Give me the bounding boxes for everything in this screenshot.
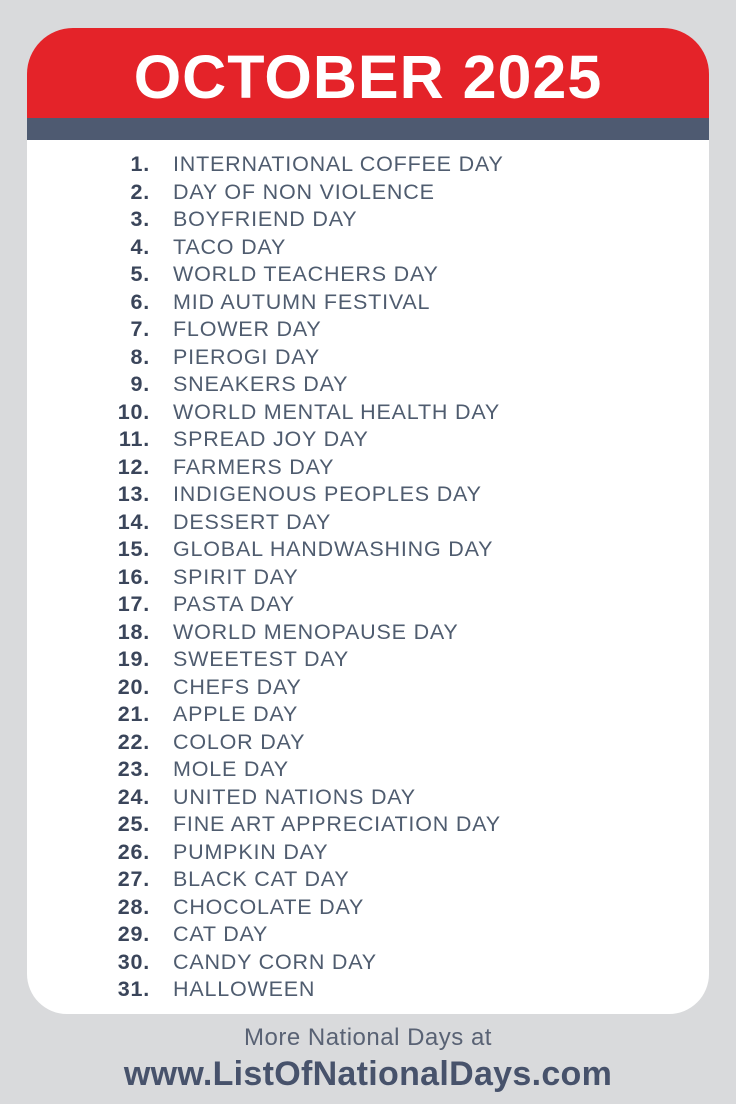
day-number: 19. (117, 647, 150, 671)
day-row (27, 179, 709, 207)
day-row (27, 234, 709, 262)
day-label: FINE ART APPRECIATION DAY (173, 812, 501, 836)
day-label: FARMERS DAY (173, 454, 335, 479)
day-row (27, 564, 709, 592)
calendar-card (27, 28, 709, 1014)
day-label: WORLD MENOPAUSE DAY (173, 619, 459, 644)
day-number: 31. (117, 977, 150, 1001)
day-row (27, 701, 709, 729)
day-label: WORLD TEACHERS DAY (173, 262, 439, 286)
day-row (27, 756, 709, 784)
divider-bar (27, 118, 709, 140)
day-number: 15. (117, 537, 150, 561)
day-number: 28. (117, 894, 150, 919)
day-row (27, 784, 709, 812)
day-number: 11. (118, 427, 150, 451)
day-number: 16. (117, 564, 150, 589)
day-number: 1. (130, 152, 150, 176)
day-row (27, 509, 709, 537)
day-row (27, 481, 709, 509)
day-number: 4. (130, 234, 150, 259)
footer-url: www.ListOfNationalDays.com (123, 1055, 613, 1093)
day-number: 24. (117, 784, 150, 809)
day-label: MOLE DAY (173, 757, 289, 781)
day-number: 26. (117, 839, 150, 864)
day-label: INDIGENOUS PEOPLES DAY (173, 482, 482, 506)
day-row (27, 344, 709, 372)
day-label: MID AUTUMN FESTIVAL (173, 289, 431, 314)
day-label: WORLD MENTAL HEALTH DAY (173, 399, 501, 424)
day-label: SPIRIT DAY (173, 564, 299, 589)
day-label: PASTA DAY (173, 592, 295, 616)
day-number: 23. (117, 757, 150, 781)
day-row (27, 151, 709, 179)
day-number: 2. (130, 179, 150, 204)
day-number: 9. (130, 372, 150, 396)
day-label: TACO DAY (173, 234, 287, 259)
day-row (27, 454, 709, 482)
day-row (27, 371, 709, 399)
month-title: OCTOBER 2025 (133, 42, 603, 111)
day-number: 12. (117, 454, 150, 479)
day-label: GLOBAL HANDWASHING DAY (173, 537, 494, 561)
day-row (27, 811, 709, 839)
day-label: CAT DAY (173, 922, 269, 946)
day-label: BOYFRIEND DAY (173, 207, 358, 231)
day-number: 20. (117, 674, 150, 699)
day-label: DAY OF NON VIOLENCE (173, 179, 435, 204)
day-row (27, 536, 709, 564)
day-label: PUMPKIN DAY (173, 839, 329, 864)
day-row (27, 426, 709, 454)
day-row (27, 976, 709, 1004)
day-row (27, 839, 709, 867)
footer (0, 1024, 736, 1094)
day-label: SWEETEST DAY (173, 647, 350, 671)
day-row (27, 921, 709, 949)
day-row (27, 949, 709, 977)
day-label: PIEROGI DAY (173, 344, 320, 369)
day-number: 5. (130, 262, 150, 286)
day-row (27, 206, 709, 234)
day-row (27, 261, 709, 289)
day-number: 29. (117, 922, 150, 946)
day-row (27, 289, 709, 317)
day-label: APPLE DAY (173, 702, 299, 726)
days-list (27, 140, 709, 1014)
day-row (27, 591, 709, 619)
day-row (27, 674, 709, 702)
day-number: 6. (130, 289, 150, 314)
day-row (27, 729, 709, 757)
day-number: 7. (130, 317, 150, 341)
day-number: 3. (130, 207, 150, 231)
day-number: 25. (117, 812, 150, 836)
day-row (27, 619, 709, 647)
day-label: DESSERT DAY (173, 509, 332, 534)
day-row (27, 866, 709, 894)
day-label: FLOWER DAY (173, 317, 322, 341)
day-row (27, 894, 709, 922)
day-number: 10. (117, 399, 150, 424)
day-number: 17. (117, 592, 150, 616)
day-number: 13. (117, 482, 150, 506)
day-label: COLOR DAY (173, 729, 306, 754)
month-header (27, 28, 709, 118)
day-label: CHEFS DAY (173, 674, 302, 699)
day-row (27, 646, 709, 674)
day-number: 8. (130, 344, 150, 369)
day-label: CHOCOLATE DAY (173, 894, 365, 919)
day-number: 22. (117, 729, 150, 754)
day-number: 14. (117, 509, 150, 534)
day-number: 21. (117, 702, 150, 726)
day-number: 18. (117, 619, 150, 644)
day-label: SNEAKERS DAY (173, 372, 349, 396)
day-row (27, 399, 709, 427)
footer-tagline: More National Days at (244, 1024, 492, 1051)
day-label: UNITED NATIONS DAY (173, 784, 416, 809)
day-label: CANDY CORN DAY (173, 949, 377, 974)
day-label: BLACK CAT DAY (173, 867, 350, 891)
day-label: HALLOWEEN (173, 977, 316, 1001)
day-number: 30. (117, 949, 150, 974)
day-label: SPREAD JOY DAY (173, 427, 369, 451)
day-row (27, 316, 709, 344)
day-number: 27. (117, 867, 150, 891)
day-label: INTERNATIONAL COFFEE DAY (173, 152, 504, 176)
